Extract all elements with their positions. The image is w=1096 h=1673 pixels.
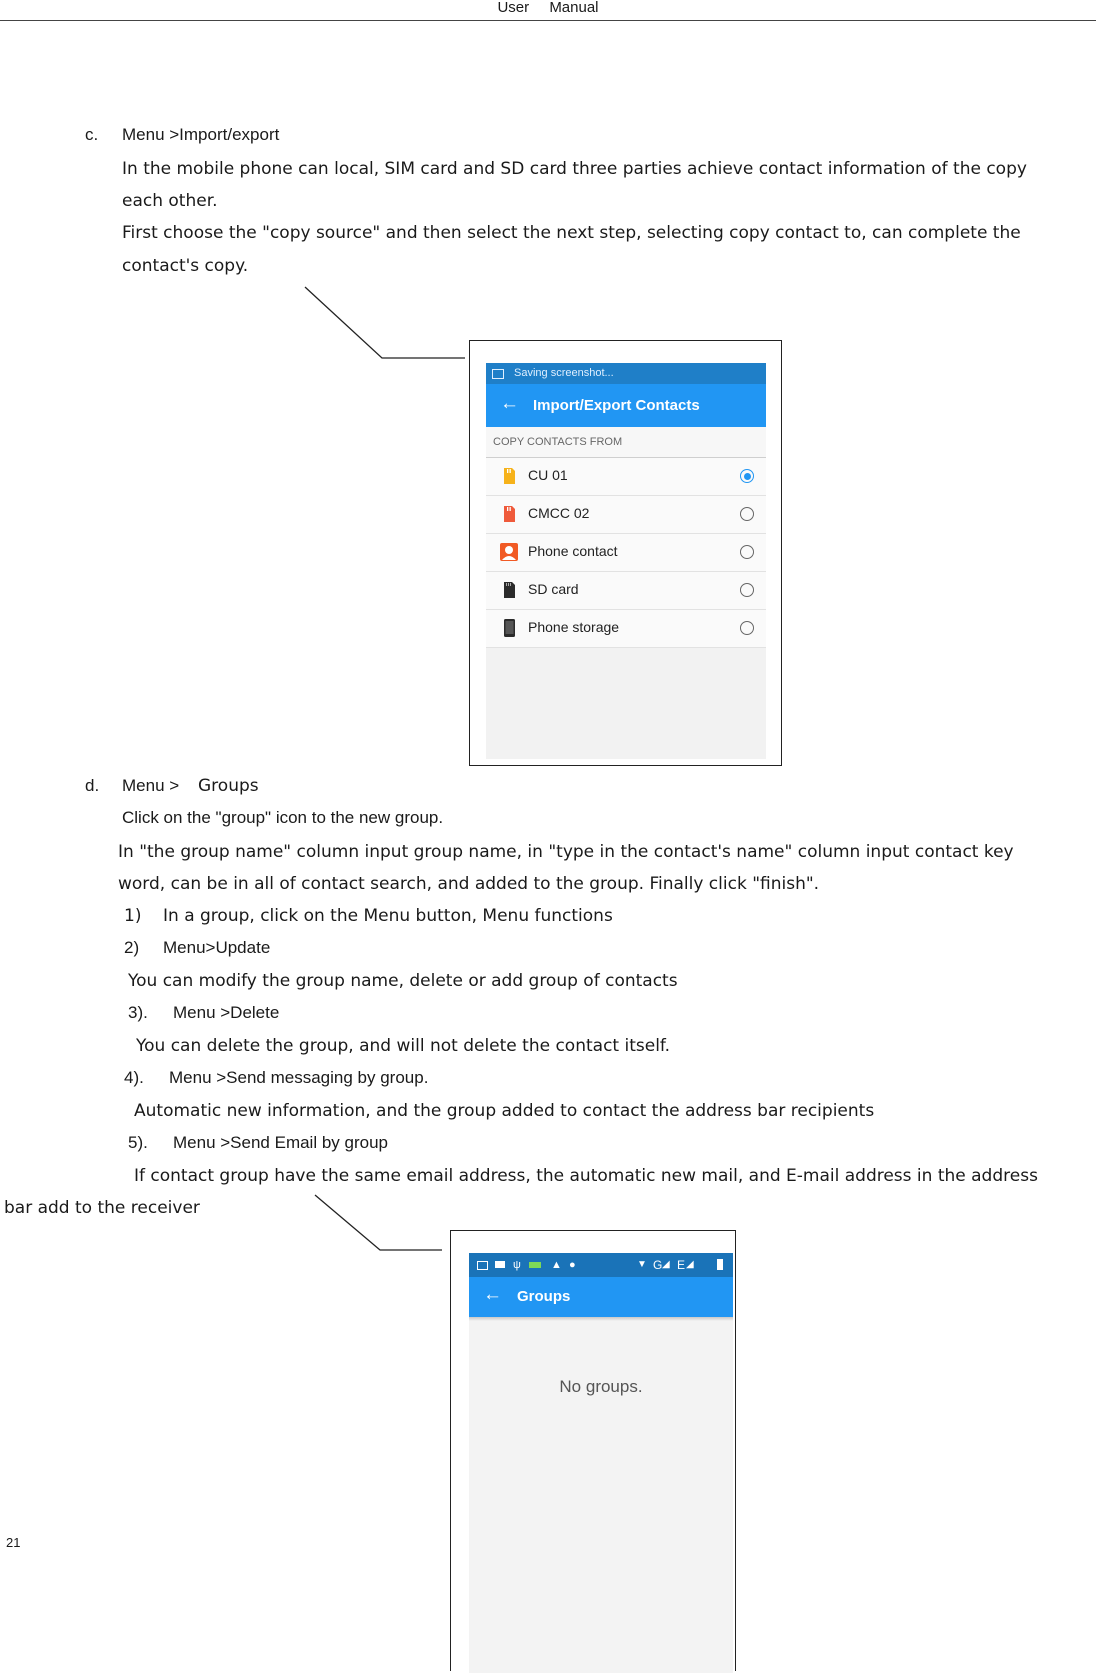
radio-selected[interactable] — [740, 469, 754, 483]
app-bar — [469, 1277, 733, 1317]
empty-state-text: No groups. — [559, 1377, 643, 1396]
app-bar — [486, 384, 766, 427]
section-c-line3: First choose the "copy source" and then select the next step, selecting copy contact to, can complete the — [122, 223, 1021, 243]
option-label: Phone contact — [528, 543, 618, 559]
section-header-copy-from: COPY CONTACTS FROM — [486, 427, 766, 458]
item5-description-1: If contact group have the same email address, the automatic new mail, and E-mail address in the address — [134, 1166, 1038, 1186]
callout-line-2 — [310, 1190, 450, 1255]
option-label: CMCC 02 — [528, 505, 590, 521]
screenshot-groups-frame — [450, 1230, 736, 1671]
item4-number: 4). — [124, 1068, 144, 1087]
image-icon — [492, 369, 504, 379]
page-header — [0, 0, 1096, 21]
android-icon: ● — [569, 1259, 576, 1271]
section-c-line1: In the mobile phone can local, SIM card and SD card three parties achieve contact information of the copy — [122, 159, 1027, 179]
warning-icon: ▲ — [551, 1259, 562, 1271]
mail-icon — [495, 1261, 505, 1268]
section-c-line4: contact's copy. — [122, 256, 249, 276]
phone-icon — [499, 618, 519, 638]
radio-unselected[interactable] — [740, 545, 754, 559]
signal-icon: ◢ — [662, 1259, 670, 1270]
back-arrow-icon[interactable]: ← — [500, 393, 519, 414]
item1-number: 1) — [124, 906, 142, 926]
option-row[interactable] — [486, 610, 766, 648]
status-bar — [469, 1253, 733, 1277]
app-bar-title: Import/Export Contacts — [533, 397, 700, 414]
item3-description: You can delete the group, and will not delete the contact itself. — [136, 1036, 671, 1056]
section-d-title-a: Menu > — [122, 776, 180, 795]
option-row[interactable] — [486, 496, 766, 534]
battery-icon — [717, 1259, 723, 1270]
item5-description-2: bar add to the receiver — [4, 1198, 200, 1218]
header-word-user: User — [497, 0, 530, 16]
item2-number: 2) — [124, 938, 140, 957]
back-arrow-icon[interactable]: ← — [483, 1284, 502, 1305]
status-bar — [486, 363, 766, 384]
section-c-line2: each other. — [122, 191, 218, 211]
contact-person-icon — [499, 542, 519, 562]
section-d-line2: In "the group name" column input group name, in "type in the contact's name" column input contact key — [118, 842, 1014, 862]
item2-title: Menu>Update — [163, 938, 271, 957]
item2-description: You can modify the group name, delete or add group of contacts — [128, 971, 678, 991]
section-c-title: Menu >Import/export — [122, 125, 280, 144]
sd-card-icon — [499, 580, 519, 600]
sim-card-icon — [499, 504, 519, 524]
phone-screen-import-export — [486, 363, 766, 759]
section-d-title-b: Groups — [198, 776, 259, 796]
usb-icon: ψ — [513, 1259, 521, 1271]
section-c-marker: c. — [85, 125, 99, 144]
wifi-icon: ▼ — [637, 1259, 647, 1270]
radio-unselected[interactable] — [740, 507, 754, 521]
battery-saver-icon — [529, 1262, 541, 1268]
phone-screen-groups — [469, 1253, 733, 1673]
section-d-marker: d. — [85, 776, 100, 795]
app-bar-shadow — [469, 1317, 733, 1321]
option-label: SD card — [528, 581, 579, 597]
sim-card-icon — [499, 466, 519, 486]
header-word-manual: Manual — [549, 0, 599, 16]
screenshot-import-export-frame — [469, 340, 782, 766]
network-type-g: G — [653, 1258, 663, 1272]
radio-unselected[interactable] — [740, 583, 754, 597]
option-label: Phone storage — [528, 619, 620, 635]
item4-description: Automatic new information, and the group added to contact the address bar recipients — [134, 1101, 875, 1121]
page-number: 21 — [6, 1535, 21, 1550]
item3-title: Menu >Delete — [173, 1003, 280, 1022]
callout-line-1 — [300, 282, 470, 362]
section-d-line3: word, can be in all of contact search, and added to the group. Finally click "finish". — [118, 874, 820, 894]
option-row[interactable] — [486, 458, 766, 496]
app-bar-title: Groups — [517, 1288, 571, 1305]
option-label: CU 01 — [528, 467, 568, 483]
option-row[interactable] — [486, 572, 766, 610]
item1-text: In a group, click on the Menu button, Menu functions — [163, 906, 613, 926]
image-icon — [477, 1261, 488, 1270]
item3-number: 3). — [128, 1003, 148, 1022]
status-text: Saving screenshot... — [514, 367, 614, 379]
item5-title: Menu >Send Email by group — [173, 1133, 388, 1152]
radio-unselected[interactable] — [740, 621, 754, 635]
option-row[interactable] — [486, 534, 766, 572]
item5-number: 5). — [128, 1133, 148, 1152]
signal-icon: ◢ — [686, 1259, 694, 1270]
section-d-line1: Click on the "group" icon to the new group. — [122, 808, 444, 827]
network-type-e: E — [677, 1258, 686, 1272]
item4-title: Menu >Send messaging by group. — [169, 1068, 429, 1087]
